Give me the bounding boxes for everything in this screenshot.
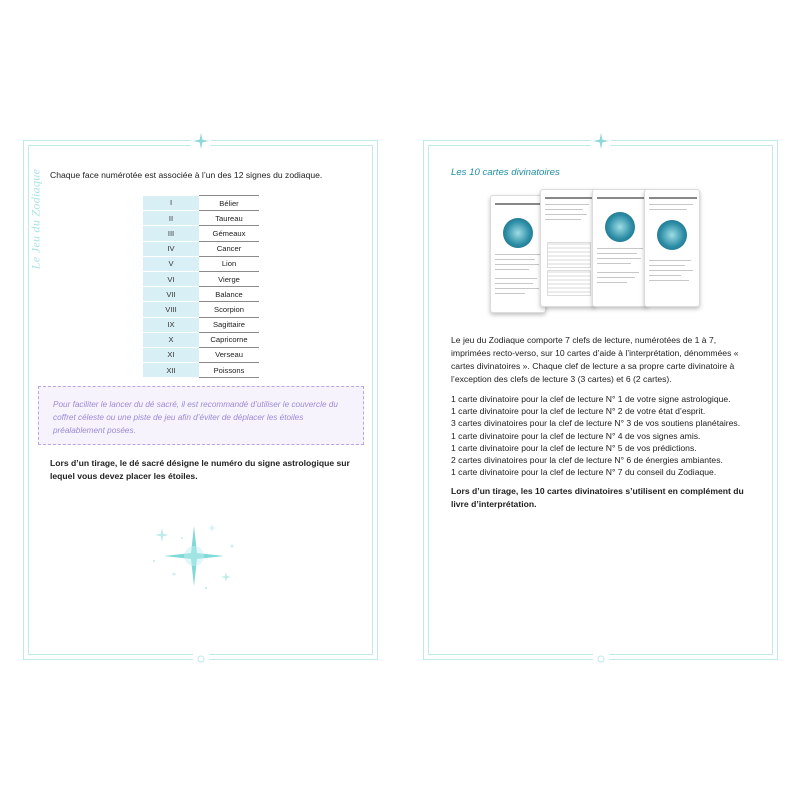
table-row (143, 241, 259, 256)
intro-paragraph: Le jeu du Zodiaque comporte 7 clefs de lecture, numérotées de 1 à 7, imprimées recto-verso, sur 10 cartes d’aide à l’interprétation, dénommées « cartes divinatoires ». Chaque clef de lecture a sa propre carte divinatoire à l’exception des clefs de lecture 3 (3 cartes) et 6 (2 cartes). (451, 335, 739, 384)
zodiac-sign: Taureau (199, 211, 259, 226)
tip-text: Pour faciliter le lancer du dé sacré, il est recommandé d’utiliser le couvercle du coffret céleste ou une piste de jeu afin d’éviter de déplacer les étoiles préalablement posées. (53, 400, 338, 435)
table-row (143, 317, 259, 332)
cards-list (451, 393, 761, 478)
table-row (143, 271, 259, 286)
table-row (143, 363, 259, 378)
zodiac-sign: Balance (199, 287, 259, 302)
divinatory-card-image (540, 189, 596, 307)
right-page (423, 140, 778, 660)
zodiac-sign: Poissons (199, 363, 259, 378)
list-item: 2 cartes divinatoires pour la clef de lecture N° 6 de énergies ambiantes. (451, 455, 723, 466)
left-page (23, 140, 378, 660)
roman-numeral: XII (143, 363, 199, 378)
side-title: Le Jeu du Zodiaque (28, 168, 43, 270)
list-item: 1 carte divinatoire pour la clef de lecture N° 1 de votre signe astrologique. (451, 394, 731, 404)
divinatory-card-image (592, 189, 648, 307)
table-row (143, 196, 259, 211)
roman-numeral: VIII (143, 302, 199, 317)
table-row (143, 226, 259, 241)
tip-box (38, 386, 364, 445)
zodiac-sign: Vierge (199, 271, 259, 286)
zodiac-sign: Bélier (199, 196, 259, 211)
roman-numeral: III (143, 226, 199, 241)
list-item: 1 carte divinatoire pour la clef de lecture N° 7 du conseil du Zodiaque. (451, 467, 717, 478)
sparkle-icon (144, 516, 244, 596)
table-row (143, 302, 259, 317)
ornament-icon (593, 653, 609, 665)
table-row (143, 347, 259, 362)
table-row (143, 211, 259, 226)
roman-numeral: II (143, 211, 199, 226)
table-row (143, 256, 259, 271)
list-item: 1 carte divinatoire pour la clef de lecture N° 5 de vos prédictions. (451, 442, 697, 453)
cards-illustration (484, 189, 734, 319)
roman-numeral: VII (143, 287, 199, 302)
divinatory-card-image (490, 195, 546, 313)
zodiac-sign: Capricorne (199, 332, 259, 347)
list-item: 1 carte divinatoire pour la clef de lecture N° 2 de votre état d’esprit. (451, 406, 706, 417)
cards-section-title: Les 10 cartes divinatoires (451, 167, 560, 178)
zodiac-sign: Gémeaux (199, 226, 259, 241)
table-row (143, 287, 259, 302)
star-ornament-icon (591, 132, 611, 150)
roman-numeral: XI (143, 347, 199, 362)
roman-numeral: X (143, 332, 199, 347)
roman-numeral: IX (143, 317, 199, 332)
zodiac-sign: Lion (199, 256, 259, 271)
tirage-text: Lors d’un tirage, les 10 cartes divinatoires s’utilisent en complément du livre d’interprétation. (451, 486, 744, 509)
roman-numeral: IV (143, 241, 199, 256)
roman-numeral: I (143, 196, 199, 211)
ornament-icon (193, 653, 209, 665)
list-item: 1 carte divinatoire pour la clef de lecture N° 4 de vos signes amis. (451, 430, 701, 441)
zodiac-sign: Cancer (199, 241, 259, 256)
intro-text: Chaque face numérotée est associée à l’un des 12 signes du zodiaque. (50, 170, 323, 180)
table-row (143, 332, 259, 347)
roman-numeral: VI (143, 271, 199, 286)
divinatory-card-image (644, 189, 700, 307)
list-item: 3 cartes divinatoires pour la clef de lecture N° 3 de vos soutiens planétaires. (451, 418, 741, 429)
zodiac-sign: Sagittaire (199, 317, 259, 332)
zodiac-sign: Verseau (199, 347, 259, 362)
star-ornament-icon (191, 132, 211, 150)
roman-numeral: V (143, 256, 199, 271)
tirage-text: Lors d’un tirage, le dé sacré désigne le numéro du signe astrologique sur lequel vous devez placer les étoiles. (50, 458, 350, 481)
zodiac-sign: Scorpion (199, 302, 259, 317)
zodiac-table (143, 195, 259, 378)
